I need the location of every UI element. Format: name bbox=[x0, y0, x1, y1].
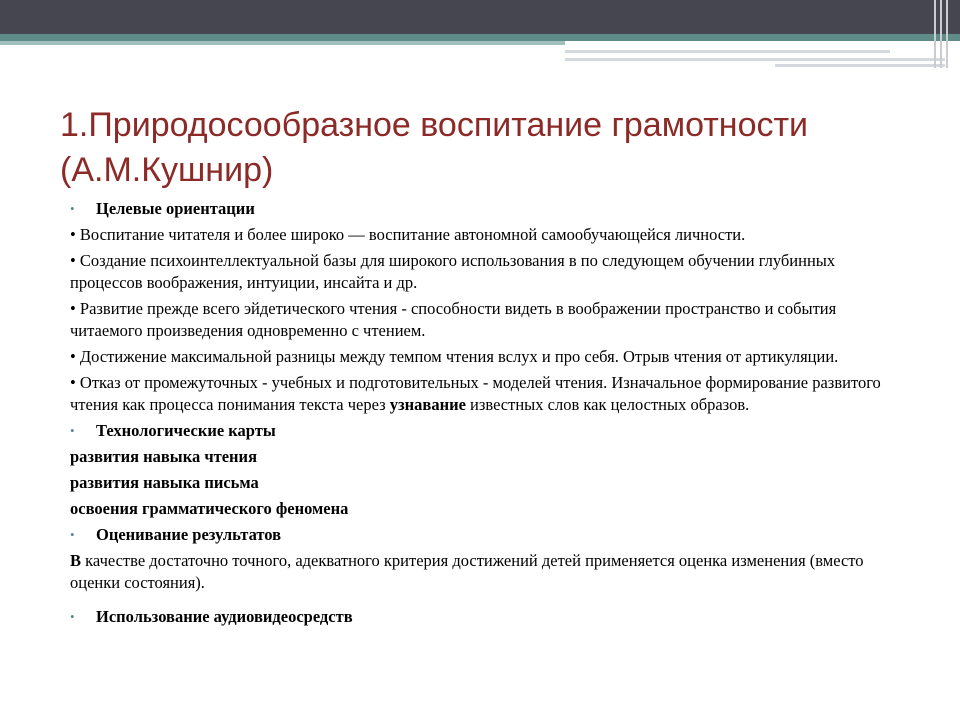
corner-decoration bbox=[928, 0, 960, 70]
evaluation-text-bold: В bbox=[70, 551, 82, 570]
accent-band bbox=[0, 34, 960, 41]
slide-body bbox=[70, 198, 910, 632]
top-bar bbox=[0, 0, 960, 34]
section-heading-tech-cards bbox=[70, 420, 910, 446]
section-heading-label: Технологические карты bbox=[96, 421, 276, 440]
tech-card-item: освоения грамматического феномена bbox=[70, 499, 349, 518]
evaluation-text-body: качестве достаточно точного, адекватного критерия достижений детей применяется оценка изменения (вместо оценки состояния). bbox=[70, 551, 864, 592]
decor-stripe-white bbox=[565, 41, 960, 47]
goal-item: • Достижение максимальной разницы между темпом чтения вслух и про себя. Отрыв чтения от артикуляции. bbox=[70, 347, 839, 366]
decor-stripe-2 bbox=[565, 58, 945, 61]
title-line-1: 1.Природосообразное воспитание грамотности bbox=[60, 106, 809, 144]
goal-item bbox=[70, 372, 910, 416]
section-heading-av-media bbox=[70, 606, 910, 632]
tech-card-item: развития навыка письма bbox=[70, 473, 259, 492]
section-heading-goals bbox=[70, 198, 910, 224]
goal-item: • Создание психоинтеллектуальной базы для широкого использования в по следующем обучении глубинных процессов воображения, интуиции, инсайта и др. bbox=[70, 251, 836, 292]
section-heading-label: Целевые ориентации bbox=[96, 199, 255, 218]
slide-title bbox=[60, 103, 920, 193]
bullet-icon: • bbox=[70, 201, 75, 216]
goal-item: • Воспитание читателя и более широко — воспитание автономной самообучающейся личности. bbox=[70, 225, 746, 244]
goal-item: • Развитие прежде всего эйдетического чтения - способности видеть в воображении пространство и события читаемого произведения одновременно с чтением. bbox=[70, 299, 837, 340]
title-line-2: (А.М.Кушнир) bbox=[60, 151, 274, 189]
section-heading-evaluation bbox=[70, 524, 910, 550]
bullet-icon: • bbox=[70, 609, 75, 624]
section-heading-label: Оценивание результатов bbox=[96, 525, 282, 544]
evaluation-text bbox=[70, 550, 910, 594]
goal-item-bold: узнавание bbox=[389, 395, 466, 414]
decor-stripe-1 bbox=[565, 50, 890, 53]
decor-stripe-3 bbox=[775, 64, 945, 67]
tech-card-item: развития навыка чтения bbox=[70, 447, 257, 466]
bullet-icon: • bbox=[70, 423, 75, 438]
section-heading-label: Использование аудиовидеосредств bbox=[96, 607, 353, 626]
goal-item-text: • Отказ от промежуточных - учебных и подготовительных - моделей чтения. Изначальное формирование развитого чтения как процесса понимания текста через bbox=[70, 373, 881, 414]
bullet-icon: • bbox=[70, 527, 75, 542]
goal-item-text: известных слов как целостных образов. bbox=[465, 395, 750, 414]
